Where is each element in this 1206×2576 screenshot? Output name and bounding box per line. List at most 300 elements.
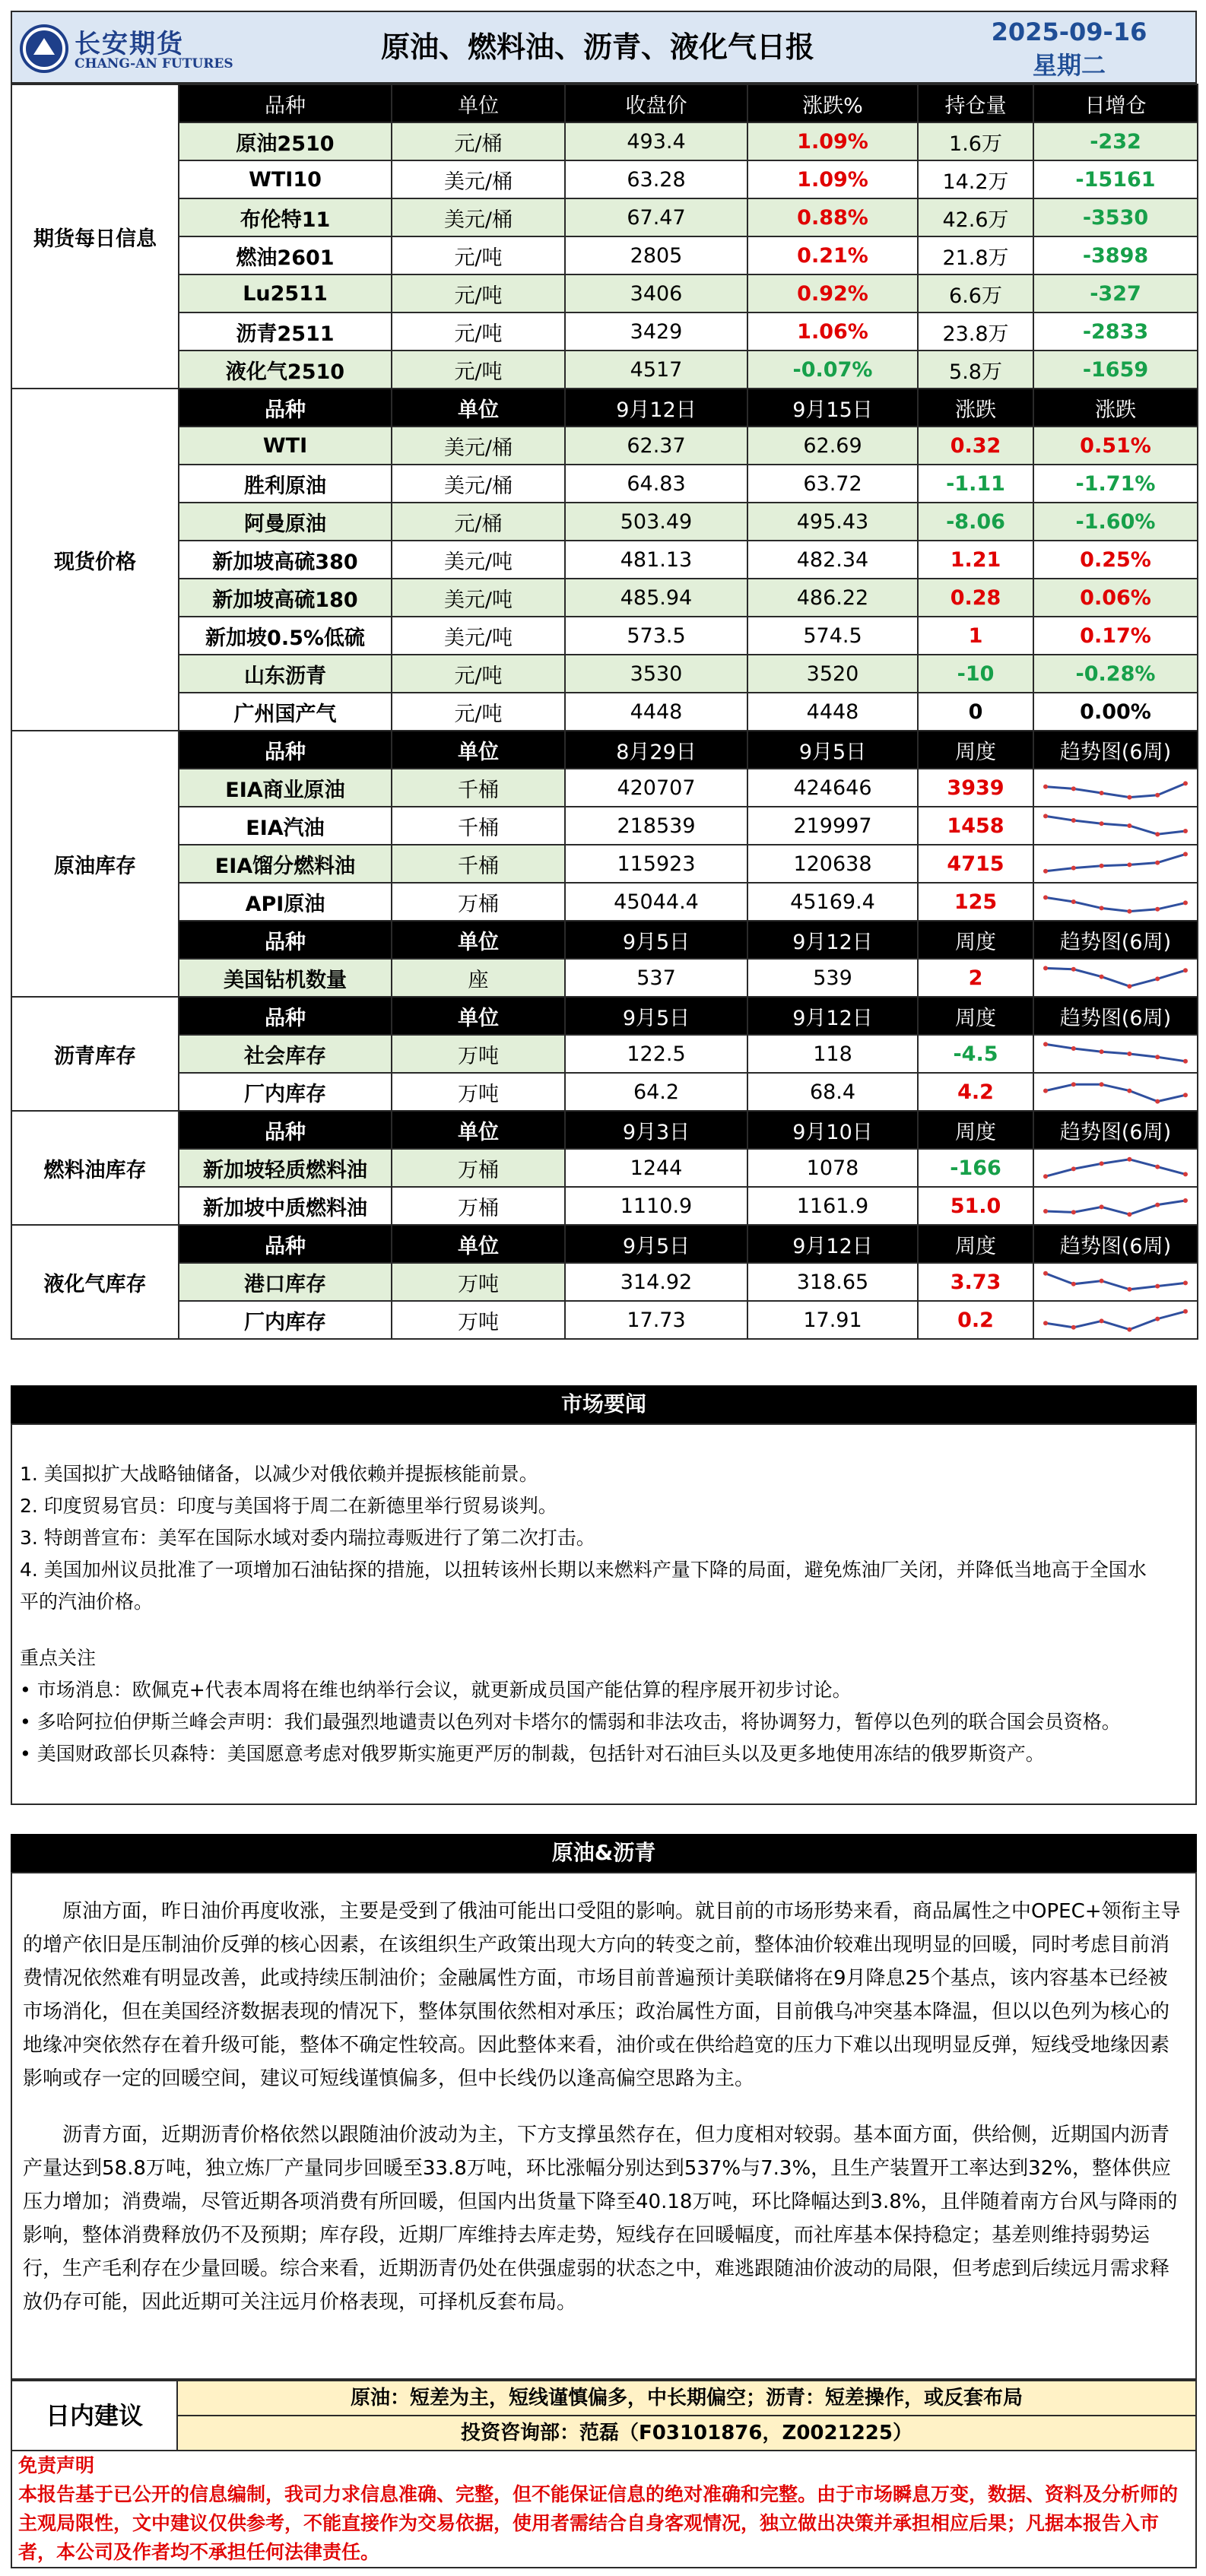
sparkline-point (1183, 1093, 1188, 1097)
sparkline-path (1046, 854, 1185, 871)
row-unit: 万桶 (392, 1149, 565, 1187)
column-header: 9月5日 (565, 921, 747, 959)
sparkline-point (1127, 795, 1131, 800)
row-name: 液化气2510 (179, 351, 392, 389)
value-prev: 122.5 (565, 1035, 747, 1073)
sparkline-point (1043, 1042, 1048, 1046)
weekly-change: 4.2 (918, 1073, 1033, 1111)
focus-item: • 美国财政部长贝森特：美国愿意考虑对俄罗斯实施更严厉的制裁，包括针对石油巨头以及更多地使用冻结的俄罗斯资产。 (20, 1743, 1045, 1765)
sparkline-point (1155, 1203, 1160, 1207)
price-prev: 64.83 (565, 465, 747, 503)
value-prev: 45044.4 (565, 883, 747, 921)
column-header: 趋势图(6周) (1033, 1111, 1198, 1149)
weekly-change: 1458 (918, 807, 1033, 845)
trend-cell (1033, 1263, 1198, 1301)
change-pct: 1.09% (747, 122, 918, 160)
row-name: 厂内库存 (179, 1301, 392, 1339)
table-row (11, 1263, 1198, 1301)
oi-change: -15161 (1033, 160, 1198, 198)
sparkline-point (1071, 818, 1076, 823)
news-item: 2. 印度贸易官员：印度与美国将于周二在新德里举行贸易谈判。 (20, 1495, 557, 1517)
focus-item: • 多哈阿拉伯伊斯兰峰会声明：我们最强烈地谴责以色列对卡塔尔的懦弱和非法攻击，将协调努力，暂停以色列的联合国会员资格。 (20, 1711, 1121, 1733)
value-prev: 115923 (565, 845, 747, 883)
sparkline-point (1127, 1212, 1131, 1217)
disclaimer-title: 免责声明 (18, 2454, 95, 2476)
column-header: 单位 (392, 1225, 565, 1263)
table-row (11, 1073, 1198, 1111)
sparkline-point (1155, 907, 1160, 912)
sparkline-point (1071, 1210, 1076, 1214)
price-change: 0.28 (918, 579, 1033, 617)
sparkline-point (1155, 1055, 1160, 1059)
weekly-change: 2 (918, 959, 1033, 997)
table-row (11, 236, 1198, 274)
value-prev: 218539 (565, 807, 747, 845)
trend-cell (1033, 1301, 1198, 1339)
sparkline-point (1071, 1282, 1076, 1286)
trend-sparkline (1041, 811, 1190, 841)
column-header: 9月3日 (565, 1111, 747, 1149)
focus-title: 重点关注 (20, 1647, 97, 1669)
oi-change: -3898 (1033, 236, 1198, 274)
close-price: 2805 (565, 236, 747, 274)
row-unit: 万吨 (392, 1301, 565, 1339)
row-name: 社会库存 (179, 1035, 392, 1073)
row-unit: 元/吨 (392, 236, 565, 274)
trend-cell (1033, 959, 1198, 997)
table-row (11, 351, 1198, 389)
sparkline-point (1071, 967, 1076, 972)
row-name: 美国钻机数量 (179, 959, 392, 997)
section-label: 现货价格 (11, 389, 179, 731)
sparkline-point (1127, 1328, 1131, 1332)
sparkline-point (1155, 1099, 1160, 1104)
column-header: 周度 (918, 997, 1033, 1035)
column-header: 日增仓 (1033, 84, 1198, 122)
column-header: 品种 (179, 84, 392, 122)
sparkline-point (1043, 1089, 1048, 1093)
oi-change: -1659 (1033, 351, 1198, 389)
price-change-pct: 0.25% (1033, 541, 1198, 579)
sparkline-point (1043, 1174, 1048, 1179)
trend-sparkline (1041, 1305, 1190, 1335)
row-name: 燃油2601 (179, 236, 392, 274)
sparkline-point (1043, 1209, 1048, 1213)
analysis-asphalt: 沥青方面，近期沥青价格依然以跟随油价波动为主，下方支撑虽然存在，但力度相对较弱。基本面方面，供给侧，近期国内沥青产量达到58.8万吨，独立炼厂产量同步回暖至33.8万吨，环比涨幅分别达到537%与7.3%，且生产装置开工率达到32%，整体供应压力增加；消费端，尽管近期各项消费有所回暖，但国内出货量下降至40.18万吨，环比降幅达到3.8%，且伴随着南方台风与降雨的影响，整体消费释放仍不及预期；库存段，近期厂库维持去库走势，短线存在回暖幅度，而社库基本保持稳定；基差则维持弱势运行，生产毛利存在少量回暖。综合来看，近期沥青仍处在供强虚弱的状态之中，难逃跟随油价波动的局限，但考虑到后续远月需求释放仍存可能，因此近期可关注远月价格表现，可择机反套布局。 (23, 2124, 1178, 2314)
column-header: 单位 (392, 921, 565, 959)
trend-cell (1033, 769, 1198, 807)
sparkline-point (1155, 832, 1160, 836)
oi-change: -2833 (1033, 312, 1198, 351)
row-name: 新加坡高硫180 (179, 579, 392, 617)
suggestion-line: 原油：短差为主，短线谨慎偏多，中长期偏空；沥青：短差操作，或反套布局 (176, 2380, 1197, 2416)
price-change-pct: -0.28% (1033, 655, 1198, 693)
trend-cell (1033, 883, 1198, 921)
sparkline-point (1155, 861, 1160, 865)
table-row (11, 769, 1198, 807)
table-row (11, 465, 1198, 503)
table-row (11, 807, 1198, 845)
sparkline-point (1043, 869, 1048, 874)
sparkline-point (1127, 823, 1131, 828)
row-unit: 千桶 (392, 845, 565, 883)
table-row (11, 198, 1198, 236)
price-change: 0.32 (918, 427, 1033, 465)
sparkline-point (1183, 781, 1188, 785)
row-unit: 美元/吨 (392, 617, 565, 655)
row-name: EIA馏分燃料油 (179, 845, 392, 883)
sparkline-path (1046, 783, 1185, 797)
open-interest: 6.6万 (918, 274, 1033, 312)
trend-cell (1033, 1073, 1198, 1111)
open-interest: 1.6万 (918, 122, 1033, 160)
value-prev: 420707 (565, 769, 747, 807)
row-unit: 万吨 (392, 1073, 565, 1111)
row-unit: 元/吨 (392, 274, 565, 312)
report-weekday: 星期二 (1032, 51, 1106, 80)
column-header: 9月5日 (565, 1225, 747, 1263)
news-item: 3. 特朗普宣布：美军在国际水域对委内瑞拉毒贩进行了第二次打击。 (20, 1527, 595, 1549)
close-price: 67.47 (565, 198, 747, 236)
row-name: WTI (179, 427, 392, 465)
row-name: 原油2510 (179, 122, 392, 160)
table-row (11, 1035, 1198, 1073)
weekly-change: 51.0 (918, 1187, 1033, 1225)
trend-sparkline (1041, 1267, 1190, 1297)
price-curr: 486.22 (747, 579, 918, 617)
trend-sparkline (1041, 1039, 1190, 1069)
row-name: 沥青2511 (179, 312, 392, 351)
sparkline-path (1046, 1201, 1185, 1214)
price-change: -10 (918, 655, 1033, 693)
sparkline-point (1127, 862, 1131, 867)
price-prev: 573.5 (565, 617, 747, 655)
column-header: 收盘价 (565, 84, 747, 122)
sparkline-point (1183, 1172, 1188, 1176)
column-header: 趋势图(6周) (1033, 997, 1198, 1035)
sparkline-point (1183, 1309, 1188, 1314)
analysis-crude: 原油方面，昨日油价再度收涨，主要是受到了俄油可能出口受阻的影响。就目前的市场形势来看，商品属性之中OPEC+领衔主导的增产依旧是压制油价反弹的核心因素，在该组织生产政策出现大方向的转变之前，整体油价较难出现明显的回暖，同时考虑目前消费情况依然难有明显改善，此或持续压制油价；金融属性方面，市场目前普遍预计美联储将在9月降息25个基点，该内容基本已经被市场消化，但在美国经济数据表现的情况下，整体氛围依然相对承压；政治属性方面，目前俄乌冲突基本降温，但以以色列为核心的地缘冲突依然存在着升级可能，整体不确定性较高。因此整体来看，油价或在供给趋宽的压力下难以出现明显反弹，短线受地缘因素影响或存一定的回暖空间，建议可短线谨慎偏多，但中长线仍以逢高偏空思路为主。 (23, 1900, 1181, 2090)
price-change-pct: -1.60% (1033, 503, 1198, 541)
trend-sparkline (1041, 849, 1190, 879)
column-header: 周度 (918, 921, 1033, 959)
value-curr: 539 (747, 959, 918, 997)
sparkline-point (1183, 852, 1188, 856)
trend-cell (1033, 1035, 1198, 1073)
logo-en: CHANG-AN FUTURES (75, 56, 233, 71)
sparkline-point (1043, 1321, 1048, 1325)
column-header: 9月12日 (565, 389, 747, 427)
column-header: 周度 (918, 731, 1033, 769)
value-curr: 118 (747, 1035, 918, 1073)
price-change-pct: 0.17% (1033, 617, 1198, 655)
price-curr: 495.43 (747, 503, 918, 541)
row-name: API原油 (179, 883, 392, 921)
table-row (11, 1149, 1198, 1187)
row-unit: 美元/桶 (392, 427, 565, 465)
value-prev: 314.92 (565, 1263, 747, 1301)
price-prev: 3530 (565, 655, 747, 693)
column-header: 单位 (392, 997, 565, 1035)
value-prev: 1244 (565, 1149, 747, 1187)
focus-item: • 市场消息：欧佩克+代表本周将在维也纳举行会议，就更新成员国产能估算的程序展开初步讨论。 (20, 1679, 852, 1701)
sparkline-path (1046, 1160, 1185, 1176)
open-interest: 5.8万 (918, 351, 1033, 389)
table-row (11, 427, 1198, 465)
sparkline-point (1100, 1161, 1104, 1166)
row-unit: 元/吨 (392, 351, 565, 389)
news-item: 平的汽油价格。 (20, 1591, 154, 1613)
sparkline-point (1183, 900, 1188, 905)
value-prev: 64.2 (565, 1073, 747, 1111)
table-row (11, 959, 1198, 997)
table-row (11, 1187, 1198, 1225)
price-change-pct: -1.71% (1033, 465, 1198, 503)
column-header: 9月10日 (747, 1111, 918, 1149)
sparkline-point (1071, 786, 1076, 791)
sparkline-point (1127, 909, 1131, 914)
row-unit: 美元/吨 (392, 579, 565, 617)
sparkline-point (1127, 1089, 1131, 1093)
table-row (11, 693, 1198, 731)
news-item: 1. 美国拟扩大战略铀储备，以减少对俄依赖并提振核能前景。 (20, 1463, 538, 1485)
table-row (11, 883, 1198, 921)
value-prev: 537 (565, 959, 747, 997)
price-curr: 62.69 (747, 427, 918, 465)
column-header: 趋势图(6周) (1033, 1225, 1198, 1263)
table-row (11, 845, 1198, 883)
report-header (11, 11, 1197, 84)
row-name: 新加坡轻质燃料油 (179, 1149, 392, 1187)
sparkline-point (1127, 984, 1131, 988)
weekly-change: 125 (918, 883, 1033, 921)
change-pct: 0.21% (747, 236, 918, 274)
disclaimer-text: 本报告基于已公开的信息编制，我司力求信息准确、完整，但不能保证信息的绝对准确和完整。由于市场瞬息万变，数据、资料及分析师的主观局限性，文中建议仅供参考，不能直接作为交易依据，使用者需结合自身客观情况，独立做出决策并承担相应后果；凡据本报告入市者，本公司及作者均不承担任何法律责任。 (18, 2483, 1179, 2563)
row-name: 山东沥青 (179, 655, 392, 693)
close-price: 4517 (565, 351, 747, 389)
sparkline-path (1046, 1312, 1185, 1330)
row-unit: 美元/吨 (392, 541, 565, 579)
value-prev: 17.73 (565, 1301, 747, 1339)
open-interest: 42.6万 (918, 198, 1033, 236)
trend-cell (1033, 1187, 1198, 1225)
sparkline-point (1071, 866, 1076, 871)
sparkline-point (1071, 1166, 1076, 1171)
page-title: 原油、燃料油、沥青、液化气日报 (380, 30, 814, 64)
sparkline-point (1071, 1082, 1076, 1087)
column-header: 品种 (179, 389, 392, 427)
sparkline-point (1071, 1046, 1076, 1051)
price-curr: 3520 (747, 655, 918, 693)
sparkline-path (1046, 1044, 1185, 1061)
table-row (11, 122, 1198, 160)
open-interest: 14.2万 (918, 160, 1033, 198)
column-header: 持仓量 (918, 84, 1033, 122)
value-curr: 68.4 (747, 1073, 918, 1111)
column-header: 9月15日 (747, 389, 918, 427)
sparkline-point (1155, 1165, 1160, 1169)
price-curr: 482.34 (747, 541, 918, 579)
news-box (11, 1423, 1197, 1805)
section-label: 液化气库存 (11, 1225, 179, 1339)
column-header: 周度 (918, 1111, 1033, 1149)
sparkline-point (1183, 1059, 1188, 1064)
disclaimer-box (11, 2450, 1197, 2568)
company-logo (20, 20, 233, 78)
column-header: 单位 (392, 389, 565, 427)
table-row (11, 655, 1198, 693)
oi-change: -3530 (1033, 198, 1198, 236)
trend-sparkline (1041, 887, 1190, 917)
sparkline-path (1046, 897, 1185, 911)
close-price: 3429 (565, 312, 747, 351)
column-header: 趋势图(6周) (1033, 731, 1198, 769)
weekly-change: -166 (918, 1149, 1033, 1187)
price-change: 1.21 (918, 541, 1033, 579)
value-curr: 219997 (747, 807, 918, 845)
oi-change: -232 (1033, 122, 1198, 160)
table-row (11, 312, 1198, 351)
change-pct: 1.09% (747, 160, 918, 198)
column-header: 趋势图(6周) (1033, 921, 1198, 959)
data-table (11, 84, 1198, 1340)
section-label: 原油库存 (11, 731, 179, 997)
weekly-change: 4715 (918, 845, 1033, 883)
column-header: 9月12日 (747, 997, 918, 1035)
row-unit: 千桶 (392, 807, 565, 845)
row-name: 广州国产气 (179, 693, 392, 731)
trend-sparkline (1041, 1077, 1190, 1107)
row-unit: 千桶 (392, 769, 565, 807)
sparkline-path (1046, 816, 1185, 834)
row-name: Lu2511 (179, 274, 392, 312)
logo-emblem-icon (20, 24, 68, 73)
section-label: 沥青库存 (11, 997, 179, 1111)
analyst-line: 投资咨询部：范磊（F03101876，Z0021225） (176, 2415, 1197, 2451)
table-row (11, 503, 1198, 541)
row-name: 港口库存 (179, 1263, 392, 1301)
column-header: 周度 (918, 1225, 1033, 1263)
close-price: 493.4 (565, 122, 747, 160)
sparkline-point (1183, 968, 1188, 972)
value-curr: 120638 (747, 845, 918, 883)
value-curr: 1161.9 (747, 1187, 918, 1225)
close-price: 63.28 (565, 160, 747, 198)
trend-sparkline (1041, 772, 1190, 803)
sparkline-point (1155, 1284, 1160, 1289)
value-curr: 1078 (747, 1149, 918, 1187)
row-unit: 美元/桶 (392, 198, 565, 236)
open-interest: 23.8万 (918, 312, 1033, 351)
price-curr: 63.72 (747, 465, 918, 503)
news-title-bar: 市场要闻 (11, 1385, 1197, 1423)
price-prev: 481.13 (565, 541, 747, 579)
change-pct: 0.88% (747, 198, 918, 236)
column-header: 9月5日 (747, 731, 918, 769)
sparkline-point (1043, 814, 1048, 818)
column-header: 9月12日 (747, 921, 918, 959)
section-label: 期货每日信息 (11, 84, 179, 389)
row-unit: 美元/桶 (392, 160, 565, 198)
weekly-change: 0.2 (918, 1301, 1033, 1339)
sparkline-point (1043, 785, 1048, 789)
column-header: 品种 (179, 1225, 392, 1263)
trend-cell (1033, 845, 1198, 883)
sparkline-point (1100, 1082, 1104, 1087)
column-header: 涨跌 (1033, 389, 1198, 427)
sparkline-point (1183, 829, 1188, 833)
price-curr: 574.5 (747, 617, 918, 655)
logo-cn: 长安期货 (75, 29, 184, 59)
table-row (11, 541, 1198, 579)
row-unit: 万桶 (392, 1187, 565, 1225)
analysis-title-bar: 原油&沥青 (11, 1834, 1197, 1872)
sparkline-point (1155, 1317, 1160, 1321)
sparkline-point (1100, 1049, 1104, 1054)
sparkline-point (1043, 966, 1048, 970)
price-change: -1.11 (918, 465, 1033, 503)
value-curr: 424646 (747, 769, 918, 807)
value-curr: 17.91 (747, 1301, 918, 1339)
sparkline-point (1127, 1287, 1131, 1292)
sparkline-point (1100, 821, 1104, 826)
sparkline-point (1100, 864, 1104, 868)
sparkline-point (1100, 791, 1104, 795)
row-unit: 元/吨 (392, 655, 565, 693)
price-change-pct: 0.06% (1033, 579, 1198, 617)
sparkline-point (1071, 899, 1076, 904)
oi-change: -327 (1033, 274, 1198, 312)
row-unit: 座 (392, 959, 565, 997)
sparkline-point (1183, 1280, 1188, 1285)
column-header: 单位 (392, 84, 565, 122)
trend-cell (1033, 1149, 1198, 1187)
column-header: 涨跌% (747, 84, 918, 122)
row-unit: 万吨 (392, 1263, 565, 1301)
table-row (11, 617, 1198, 655)
table-row (11, 160, 1198, 198)
weekly-change: 3939 (918, 769, 1033, 807)
sparkline-point (1100, 1318, 1104, 1323)
table-row (11, 579, 1198, 617)
trend-sparkline (1041, 1153, 1190, 1183)
open-interest: 21.8万 (918, 236, 1033, 274)
news-list (12, 1425, 1195, 1770)
row-unit: 元/吨 (392, 693, 565, 731)
trend-sparkline (1041, 963, 1190, 993)
trend-sparkline (1041, 1191, 1190, 1221)
price-prev: 485.94 (565, 579, 747, 617)
sparkline-point (1155, 976, 1160, 981)
sparkline-point (1043, 895, 1048, 899)
row-name: 布伦特11 (179, 198, 392, 236)
price-change-pct: 0.00% (1033, 693, 1198, 731)
row-name: 新加坡高硫380 (179, 541, 392, 579)
section-label: 燃料油库存 (11, 1111, 179, 1225)
row-unit: 万吨 (392, 1035, 565, 1073)
sparkline-point (1071, 1325, 1076, 1330)
row-name: EIA商业原油 (179, 769, 392, 807)
sparkline-point (1100, 1279, 1104, 1283)
price-change: -8.06 (918, 503, 1033, 541)
analysis-box (11, 1872, 1197, 2380)
close-price: 3406 (565, 274, 747, 312)
sparkline-point (1100, 1204, 1104, 1209)
column-header: 8月29日 (565, 731, 747, 769)
change-pct: 1.06% (747, 312, 918, 351)
price-change: 1 (918, 617, 1033, 655)
sparkline-path (1046, 1084, 1185, 1101)
